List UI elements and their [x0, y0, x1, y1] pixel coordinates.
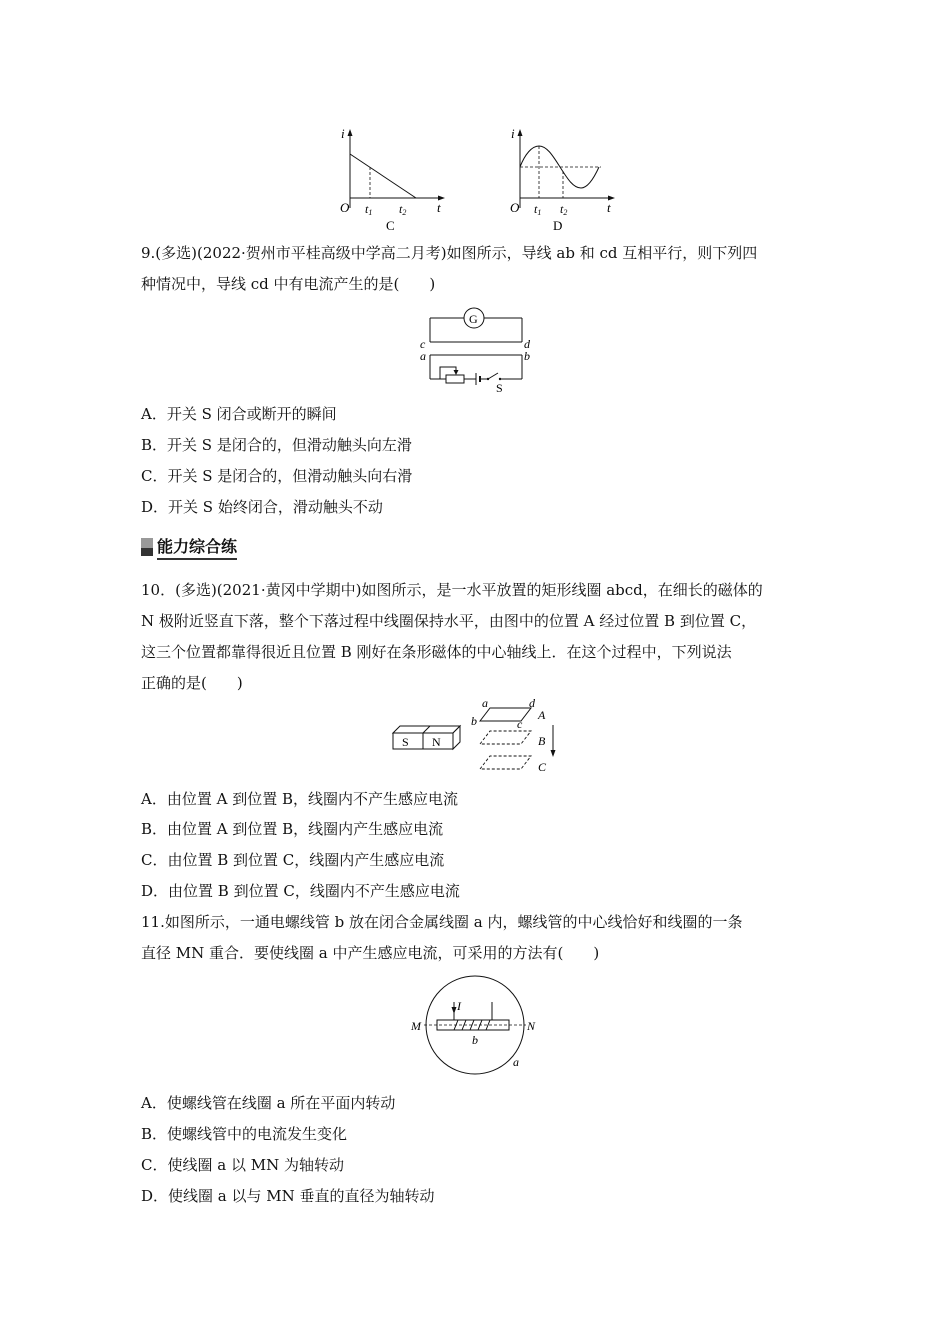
q11-solenoid-figure — [408, 974, 543, 1076]
q10-option-d: D．由位置 B 到位置 C，线圈内不产生感应电流 — [141, 882, 460, 900]
axis-i: i — [341, 126, 345, 141]
q11-option-a: A．使螺线管在线圈 a 所在平面内转动 — [141, 1094, 396, 1112]
svg-text:S: S — [402, 735, 409, 749]
t2-label: t — [399, 202, 403, 216]
svg-text:t2: t2 — [399, 202, 407, 217]
q9-circuit-figure — [418, 303, 538, 393]
svg-text:d: d — [529, 697, 535, 710]
figure-label-d: D — [553, 218, 563, 233]
section-bar-icon — [141, 538, 153, 556]
q10-text-line3: 这三个位置都靠得很近且位置 B 刚好在条形磁体的中心轴线上．在这个过程中，下列说法 — [141, 643, 732, 661]
section-title: 能力综合练 — [157, 534, 237, 560]
svg-text:c: c — [517, 717, 523, 731]
svg-text:G: G — [469, 312, 478, 326]
q10-option-c: C．由位置 B 到位置 C，线圈内产生感应电流 — [141, 851, 445, 869]
q10-text-line1: 10．(多选)(2021·黄冈中学期中)如图所示，是一水平放置的矩形线圈 abcd，在细长的磁体的 — [141, 581, 763, 599]
svg-text:b: b — [471, 714, 477, 728]
q9-text-line1: 9.(多选)(2022·贺州市平桂高级中学高二月考)如图所示，导线 ab 和 cd 互相平行，则下列四 — [141, 244, 758, 262]
svg-text:S: S — [496, 381, 503, 393]
rheostat — [446, 375, 464, 383]
svg-text:a: a — [482, 697, 488, 710]
graph-d — [505, 126, 620, 234]
q10-option-a: A．由位置 A 到位置 B，线圈内不产生感应电流 — [141, 790, 458, 808]
figure-label-c: C — [386, 218, 395, 233]
svg-text:I: I — [457, 999, 461, 1013]
q11-option-d: D．使线圈 a 以与 MN 垂直的直径为轴转动 — [141, 1187, 435, 1205]
svg-text:b: b — [472, 1033, 478, 1047]
q11-option-b: B．使螺线管中的电流发生变化 — [141, 1125, 348, 1143]
svg-text:a: a — [513, 1055, 519, 1069]
coil-position-b — [480, 731, 531, 744]
q9-option-c: C．开关 S 是闭合的，但滑动触头向右滑 — [141, 467, 413, 485]
q9-option-d: D．开关 S 始终闭合，滑动触头不动 — [141, 498, 383, 516]
q11-option-c: C．使线圈 a 以 MN 为轴转动 — [141, 1156, 344, 1174]
q10-text-line2: N 极附近竖直下落，整个下落过程中线圈保持水平，由图中的位置 A 经过位置 B 到位置 C， — [141, 612, 757, 630]
axis-t: t — [437, 200, 441, 215]
q9-option-a: A．开关 S 闭合或断开的瞬间 — [141, 405, 337, 423]
svg-text:O: O — [510, 200, 520, 215]
svg-text:c: c — [420, 337, 426, 351]
coil-position-c — [480, 756, 531, 769]
svg-text:b: b — [524, 349, 530, 363]
svg-text:N: N — [432, 735, 441, 749]
origin: O — [340, 200, 350, 215]
svg-text:t1: t1 — [534, 202, 542, 217]
q11-text-line2: 直径 MN 重合．要使线圈 a 中产生感应电流，可采用的方法有( ) — [141, 944, 600, 962]
switch-s — [488, 373, 498, 379]
current-arrow — [452, 1007, 457, 1014]
q11-text-line1: 11.如图所示，一通电螺线管 b 放在闭合金属线圈 a 内，螺线管的中心线恰好和线圈的一条 — [141, 913, 743, 931]
svg-text:d: d — [524, 337, 530, 351]
q10-option-b: B．由位置 A 到位置 B，线圈内产生感应电流 — [141, 820, 444, 838]
svg-text:N: N — [527, 1019, 536, 1033]
svg-text:i: i — [511, 126, 515, 141]
svg-text:t1: t1 — [365, 202, 373, 217]
svg-text:t2: t2 — [560, 202, 568, 217]
svg-text:M: M — [411, 1019, 421, 1033]
svg-text:C: C — [538, 760, 547, 774]
q10-text-line4: 正确的是( ) — [141, 674, 243, 692]
q9-text-line2: 种情况中，导线 cd 中有电流产生的是( ) — [141, 275, 436, 293]
svg-text:t: t — [607, 200, 611, 215]
section-heading — [141, 535, 237, 559]
t1-label: t — [365, 202, 369, 216]
q10-magnet-figure — [390, 697, 560, 777]
graph-c — [335, 126, 450, 234]
svg-text:A: A — [538, 708, 546, 722]
q9-option-b: B．开关 S 是闭合的，但滑动触头向左滑 — [141, 436, 412, 454]
svg-text:a: a — [420, 349, 426, 363]
decreasing-line — [350, 154, 416, 198]
svg-text:B: B — [538, 734, 546, 748]
